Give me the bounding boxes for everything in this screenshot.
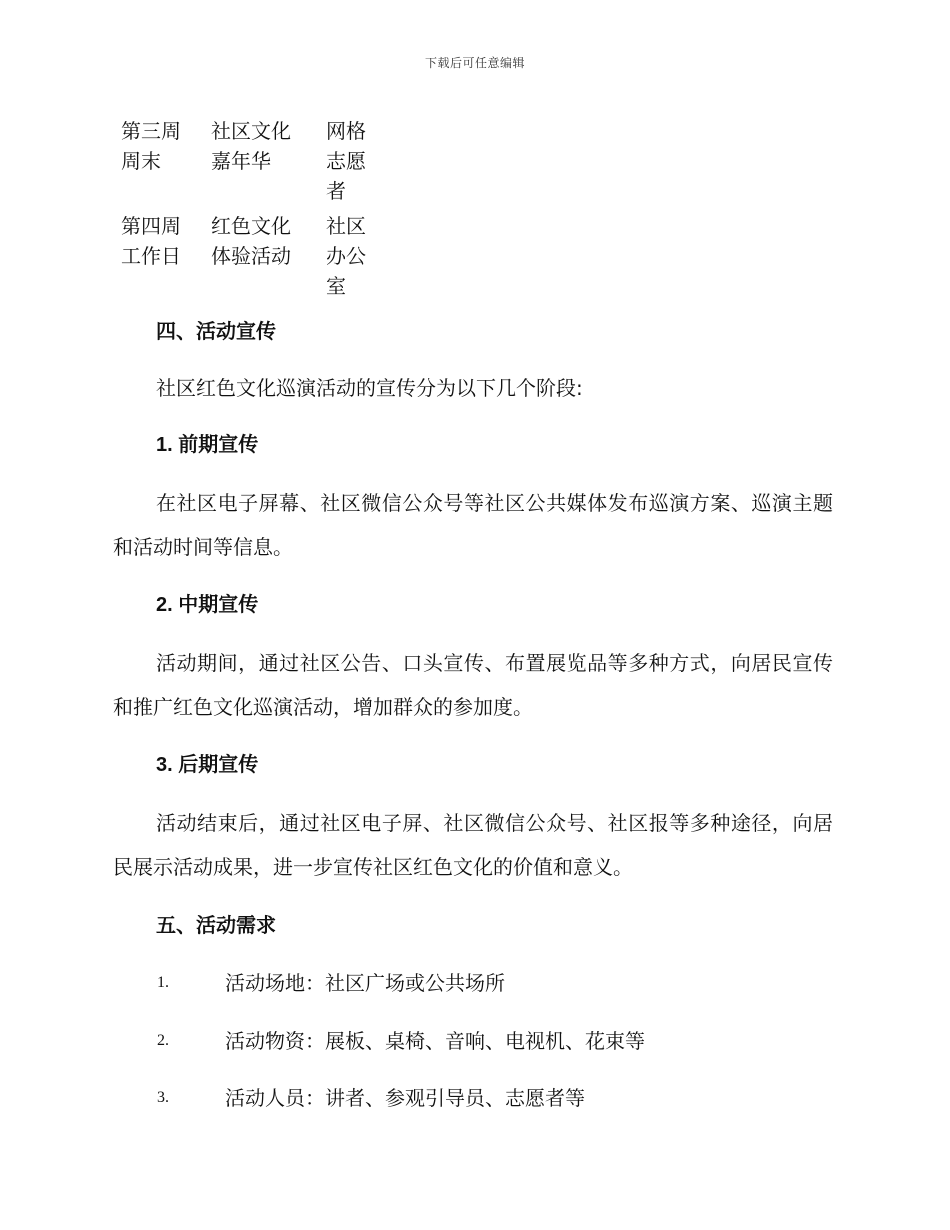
phase-heading-middle: 2. 中期宣传	[156, 594, 259, 616]
requirement-text: 活动人员：讲者、参观引导员、志愿者等	[225, 1086, 585, 1110]
requirement-item	[157, 1083, 585, 1113]
requirement-number: 1.	[157, 974, 169, 991]
phase-heading-late: 3. 后期宣传	[156, 754, 259, 776]
page-header-note: 下载后可任意编辑	[424, 56, 525, 70]
requirement-text: 活动物资：展板、桌椅、音响、电视机、花束等	[225, 1029, 645, 1053]
schedule-row	[121, 116, 386, 206]
phase-paragraph-middle: 活动期间，通过社区公告、口头宣传、布置展览品等多种方式，向居民宣传和推广红色文化巡演活动，增加群众的参加度。	[113, 651, 833, 719]
requirement-item	[157, 1026, 645, 1056]
requirement-number: 3.	[157, 1089, 169, 1106]
requirement-number: 2.	[157, 1032, 169, 1049]
promotion-intro: 社区红色文化巡演活动的宣传分为以下几个阶段:	[156, 376, 583, 400]
schedule-activity-cell: 红色文化 体验活动	[211, 214, 291, 268]
schedule-organizer-cell: 网格 志愿 者	[326, 119, 366, 203]
phase-heading-early: 1. 前期宣传	[156, 434, 259, 456]
schedule-table	[121, 116, 386, 306]
section-heading-promotion: 四、活动宣传	[156, 319, 276, 343]
requirement-text: 活动场地：社区广场或公共场所	[225, 971, 505, 995]
schedule-time-cell: 第三周 周末	[121, 119, 181, 173]
phase-paragraph-early: 在社区电子屏幕、社区微信公众号等社区公共媒体发布巡演方案、巡演主题和活动时间等信息。	[113, 491, 833, 559]
schedule-time-cell: 第四周 工作日	[121, 214, 181, 268]
schedule-row	[121, 211, 386, 301]
requirement-item	[157, 968, 505, 998]
schedule-organizer-cell: 社区 办公 室	[326, 214, 366, 298]
schedule-activity-cell: 社区文化 嘉年华	[211, 119, 291, 173]
phase-paragraph-late: 活动结束后，通过社区电子屏、社区微信公众号、社区报等多种途径，向居民展示活动成果，进一步宣传社区红色文化的价值和意义。	[113, 811, 833, 879]
section-heading-requirements: 五、活动需求	[156, 913, 276, 937]
